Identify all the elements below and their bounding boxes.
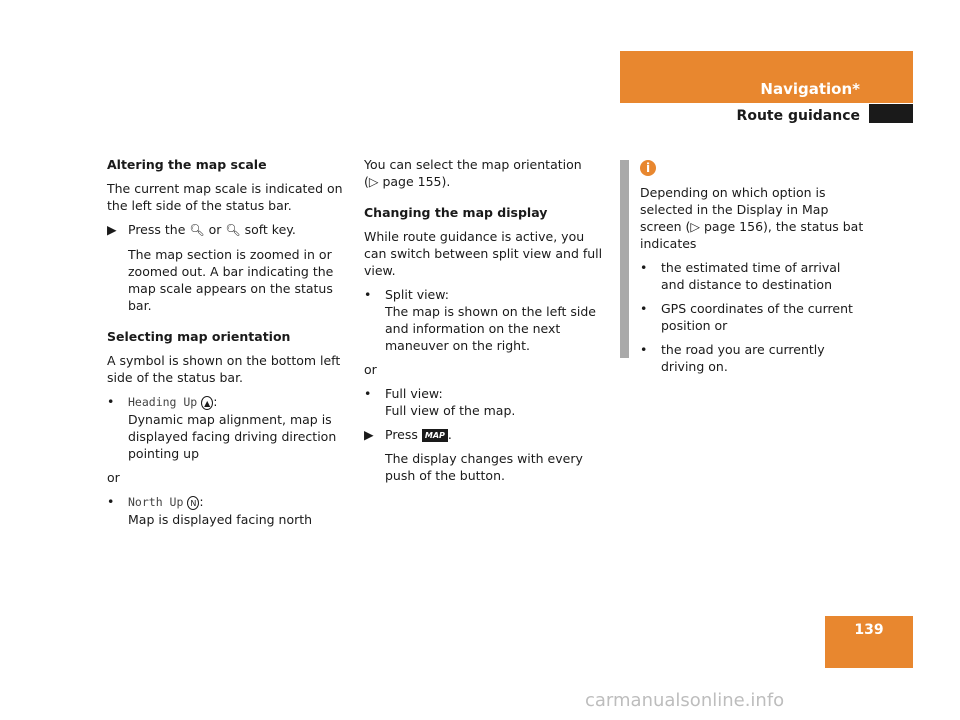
info-item-text: GPS coordinates of the current position or [661, 301, 853, 333]
section-subtitle: Route guidance [736, 108, 860, 124]
colon: : [199, 494, 204, 509]
colon: : [213, 394, 218, 409]
bullet-full-view [364, 385, 609, 419]
bullet-marker: • [107, 394, 115, 409]
or-text: or [364, 362, 377, 377]
header-tab [869, 104, 913, 123]
info-sidebar-bar [620, 160, 629, 358]
bullet-split-view [364, 286, 609, 354]
paragraph-split-full: While route guidance is active, you can switch between split view and full view. [364, 229, 603, 278]
watermark: carmanualsonline.info [585, 690, 785, 711]
bullet-marker: • [640, 301, 648, 316]
full-title: Full view: [385, 386, 443, 401]
split-title: Split view: [385, 287, 450, 302]
bullet-north-up [107, 493, 352, 528]
paragraph-orientation: A symbol is shown on the bottom left side of the status bar. [107, 353, 341, 385]
zoom-in-icon: 🔍︎ [189, 223, 205, 237]
map-key-icon: MAP [422, 429, 448, 442]
heading-up-desc: Dynamic map alignment, map is displayed facing driving direction pointing up [128, 412, 337, 461]
info-item [640, 259, 865, 293]
info-item [640, 341, 865, 375]
info-box [640, 160, 865, 382]
bullet-full-body [385, 385, 515, 419]
north-up-desc: Map is displayed facing north [128, 512, 313, 527]
heading-map-orientation: Selecting map orientation [107, 329, 291, 344]
step-result-map: The display changes with every push of the button. [385, 451, 583, 483]
heading-changing-display: Changing the map display [364, 205, 548, 220]
step-marker: ▶ [364, 427, 374, 442]
intro-text: You can select the map orientation [364, 157, 582, 172]
north-up-code: North Up [128, 495, 184, 509]
info-icon: i [640, 160, 656, 176]
heading-altering-map-scale: Altering the map scale [107, 157, 267, 172]
period: . [447, 427, 452, 442]
step-marker: ▶ [107, 222, 117, 237]
info-paragraph: Depending on which option is selected in the Display in Map screen (▷ page 156), the status bat indicates [640, 185, 864, 251]
page-number: 139 [854, 622, 884, 638]
heading-up-code: Heading Up [128, 395, 198, 409]
step-result: The map section is zoomed in or zoomed out. A bar indicating the map scale appears on the status bar. [128, 247, 334, 313]
bullet-heading-up-body [128, 393, 352, 462]
step-press-softkey [107, 221, 352, 239]
or-text: or [107, 470, 120, 485]
column-left [107, 156, 352, 535]
page-number-box [825, 616, 913, 668]
paragraph-select-orientation [364, 156, 609, 190]
info-item-text: the road you are currently driving on. [661, 342, 825, 374]
press-text: Press [385, 427, 418, 442]
full-desc: Full view of the map. [385, 403, 516, 418]
column-middle [364, 156, 609, 491]
heading-up-compass-icon: ▲ [201, 396, 213, 410]
zoom-out-icon: 🔍︎ [225, 223, 241, 237]
section-title: Navigation* [760, 80, 860, 98]
bullet-marker: • [640, 260, 648, 275]
bullet-marker: • [640, 342, 648, 357]
north-up-compass-icon: N [187, 496, 199, 510]
bullet-marker: • [364, 287, 372, 302]
step-text [128, 221, 296, 239]
step-text-c: soft key. [244, 222, 296, 237]
paragraph-map-scale: The current map scale is indicated on the left side of the status bar. [107, 181, 343, 213]
bullet-split-body [385, 286, 609, 354]
split-desc: The map is shown on the left side and information on the next maneuver on the right. [385, 304, 596, 353]
page-reference: (▷ page 155). [364, 174, 451, 189]
bullet-north-up-body [128, 493, 312, 528]
bullet-marker: • [364, 386, 372, 401]
step-press-body [385, 426, 452, 443]
step-text-a: Press the [128, 222, 186, 237]
step-text-or: or [208, 222, 222, 237]
bullet-marker: • [107, 494, 115, 509]
info-item-text: the estimated time of arrival and distance to destination [661, 260, 841, 292]
step-press-map [364, 426, 609, 443]
bullet-heading-up [107, 393, 352, 462]
info-item [640, 300, 865, 334]
